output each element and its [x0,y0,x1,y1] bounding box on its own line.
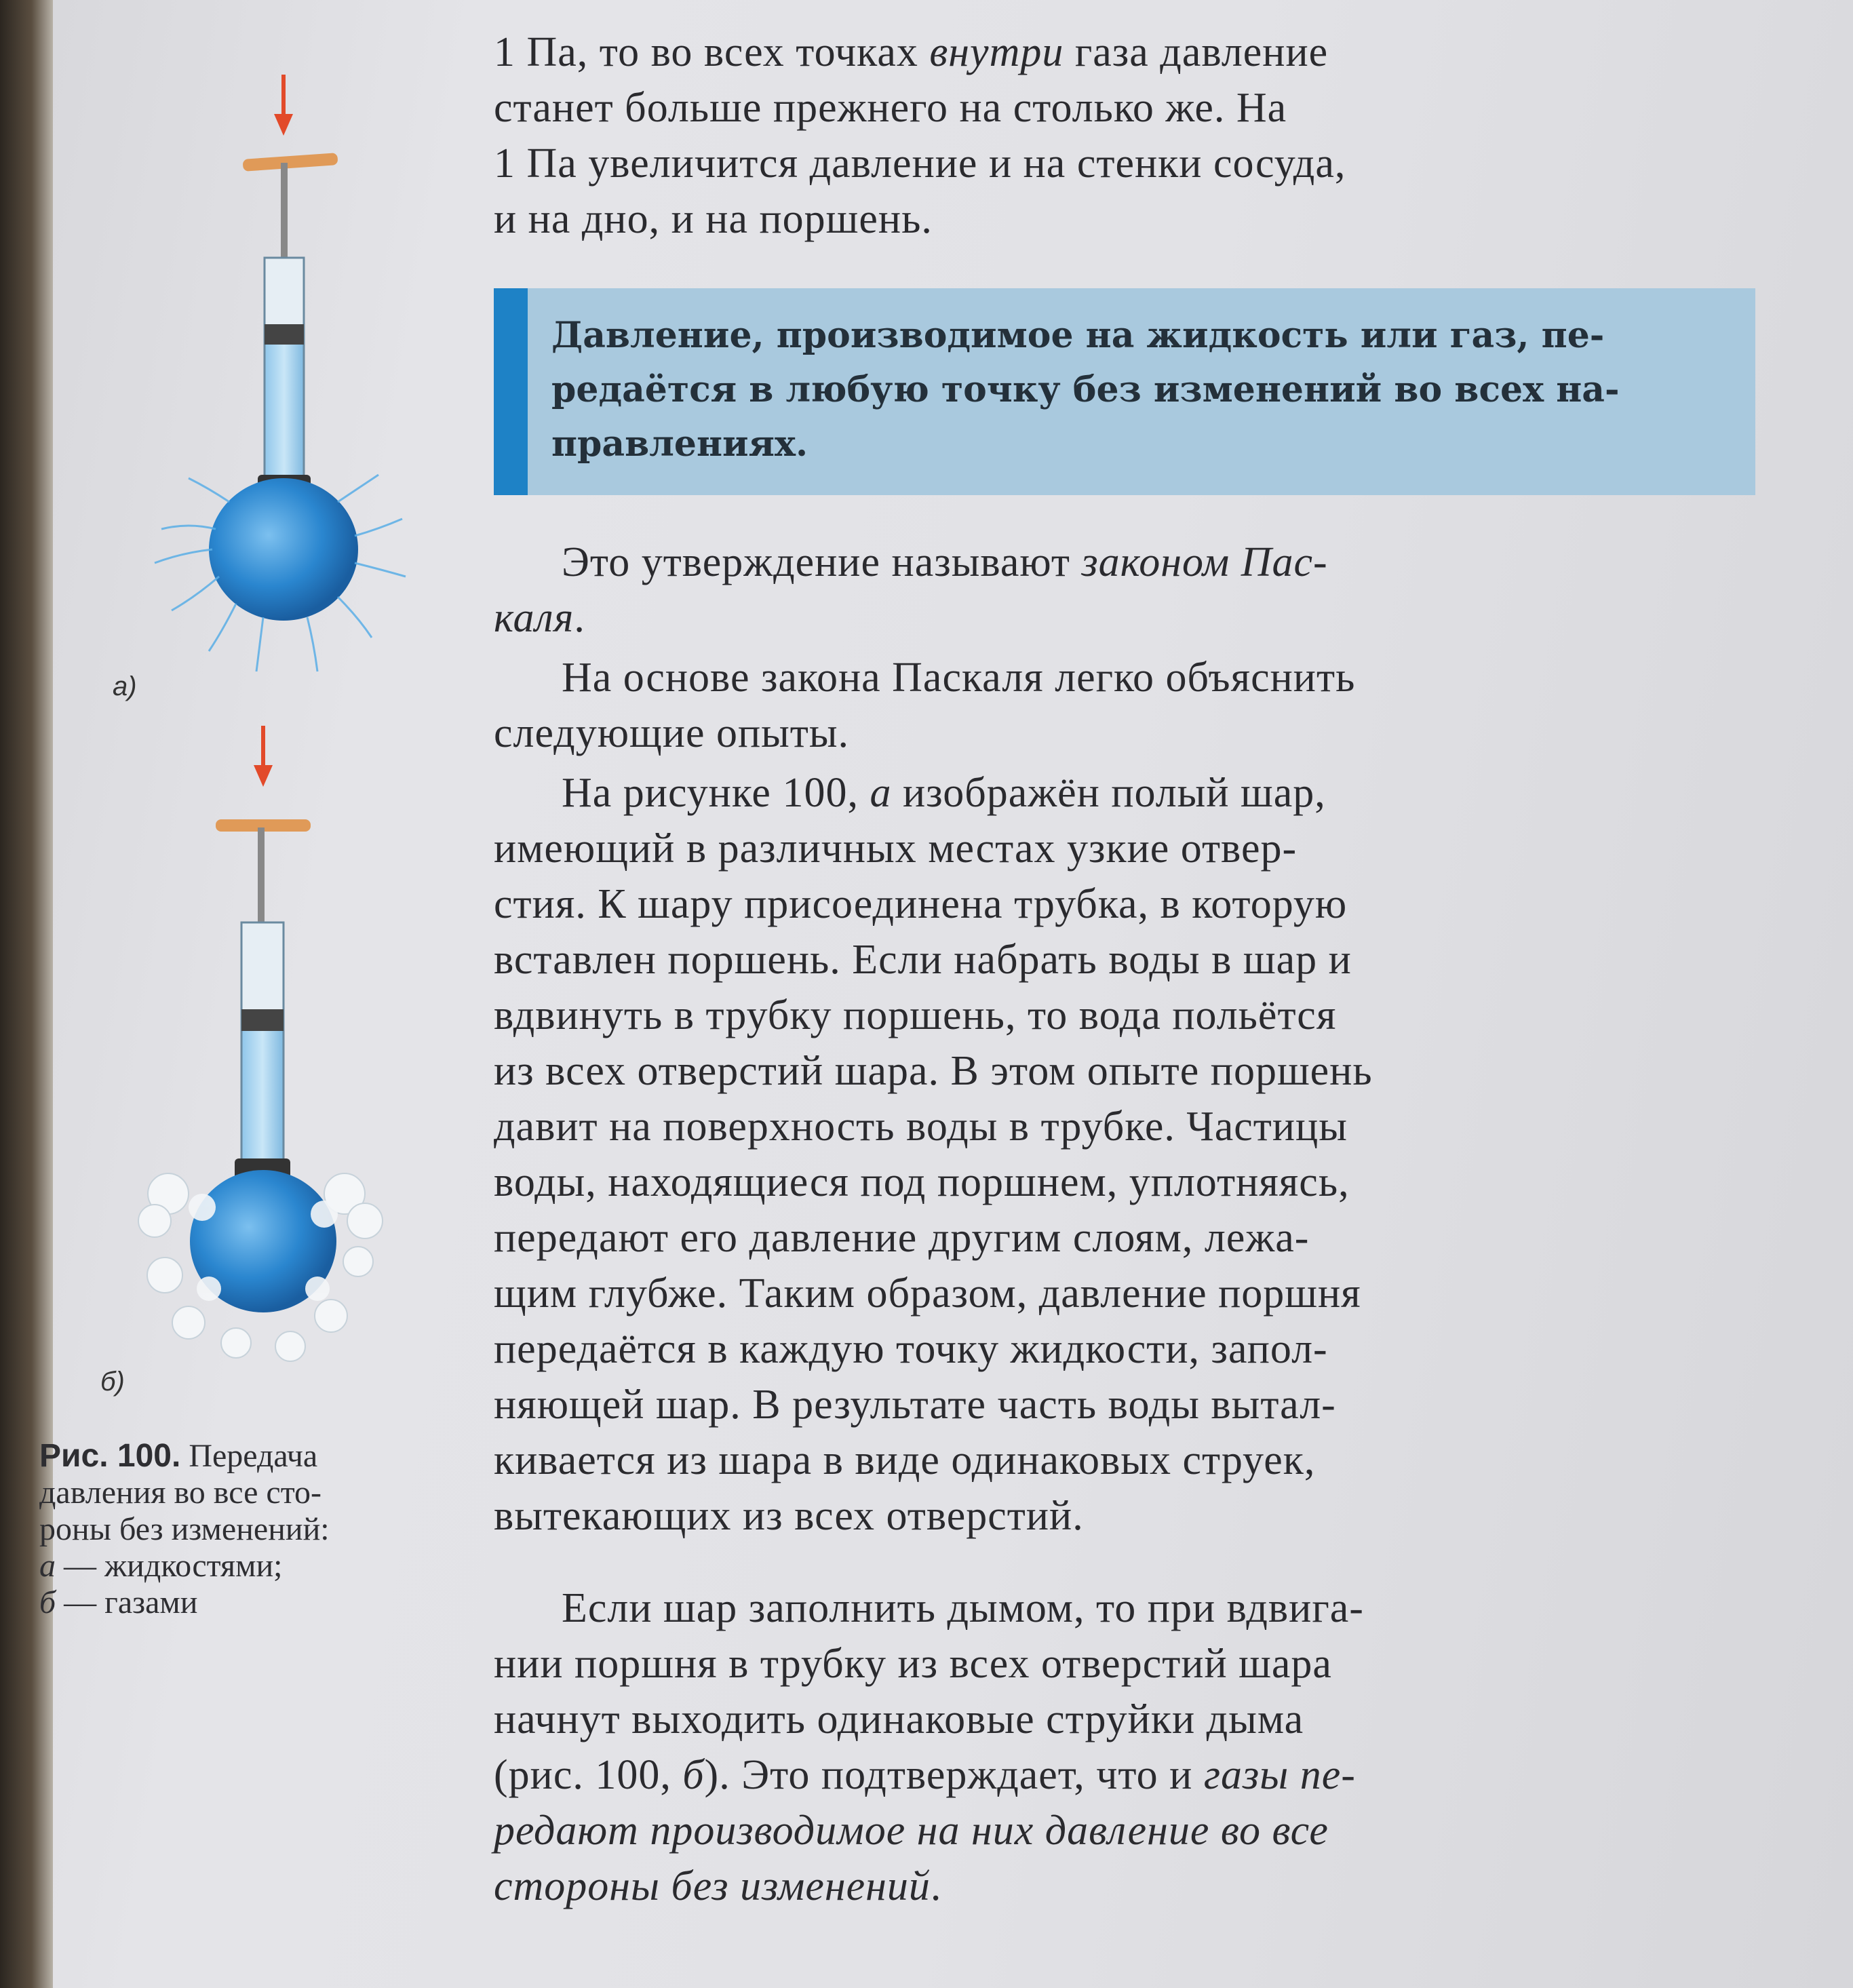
arrow-down-icon [274,75,293,136]
paragraph-figure-b: Если шар заполнить дымом, то при вдвига- нии поршня в трубку из всех отверстий шара начнут выходить одинаковые струйки дыма (рис. 100, б). Это подтверждает, что и газы пе- редают производимое на них давление во все стороны без изменений. [494,1585,1364,1909]
book-gutter [0,0,53,1988]
textbook-page [39,0,1853,1988]
piston [265,324,304,345]
ball [209,478,358,621]
figure-b-label: б) [100,1367,125,1397]
piston [241,1009,284,1031]
rule-box-accent-bar [494,288,528,495]
paragraph-explain: На основе закона Паскаля легко объяснить следующие опыты. [494,655,1356,756]
arrow-down-icon [254,726,273,787]
paragraph-law-name: Это утверждение называют законом Пас- каля. [494,539,1328,641]
figure-a-label: а) [113,671,137,701]
rule-box-text: Давление, производимое на жидкость или газ, пе- редаётся в любую точку без изменений во всех на- правлениях. [551,315,1620,465]
paragraph-figure-a: На рисунке 100, а изображён полый шар, имеющий в различных местах узкие отвер- стия. К шару присоединена трубка, в которую вставлен поршень. Если набрать воды в шар и вдвинуть в трубку поршень, то вода польётся из всех отверстий шара. В этом опыте поршень давит на поверхность воды в трубке. Частицы воды, находящиеся под поршнем, уплотняясь, передают его давление другим слоям, лежа- щим глубже. Таким образом, давление поршня передаётся в каждую точку жидкости, запол- няющей шар. В результате часть воды вытал- кивается из шара в виде одинаковых струек, вытекающих из всех отверстий. [494,770,1373,1539]
figure-b-gas-ball [114,719,426,1384]
figure-caption: Рис. 100. Передача давления во все сто- роны без изменений: а — жидкостями; б — газами [39,1438,330,1620]
figure-a-liquid-ball [114,61,426,685]
caption-figure-number: Рис. 100. [39,1438,181,1474]
intro-paragraph: 1 Па, то во всех точках внутри газа давление станет больше прежнего на столько же. На 1 Па увеличится давление и на стенки сосуда, и на дно, и на поршень. [494,29,1346,242]
pascal-law-rule-box [494,288,1755,495]
piston-handle [243,153,338,172]
